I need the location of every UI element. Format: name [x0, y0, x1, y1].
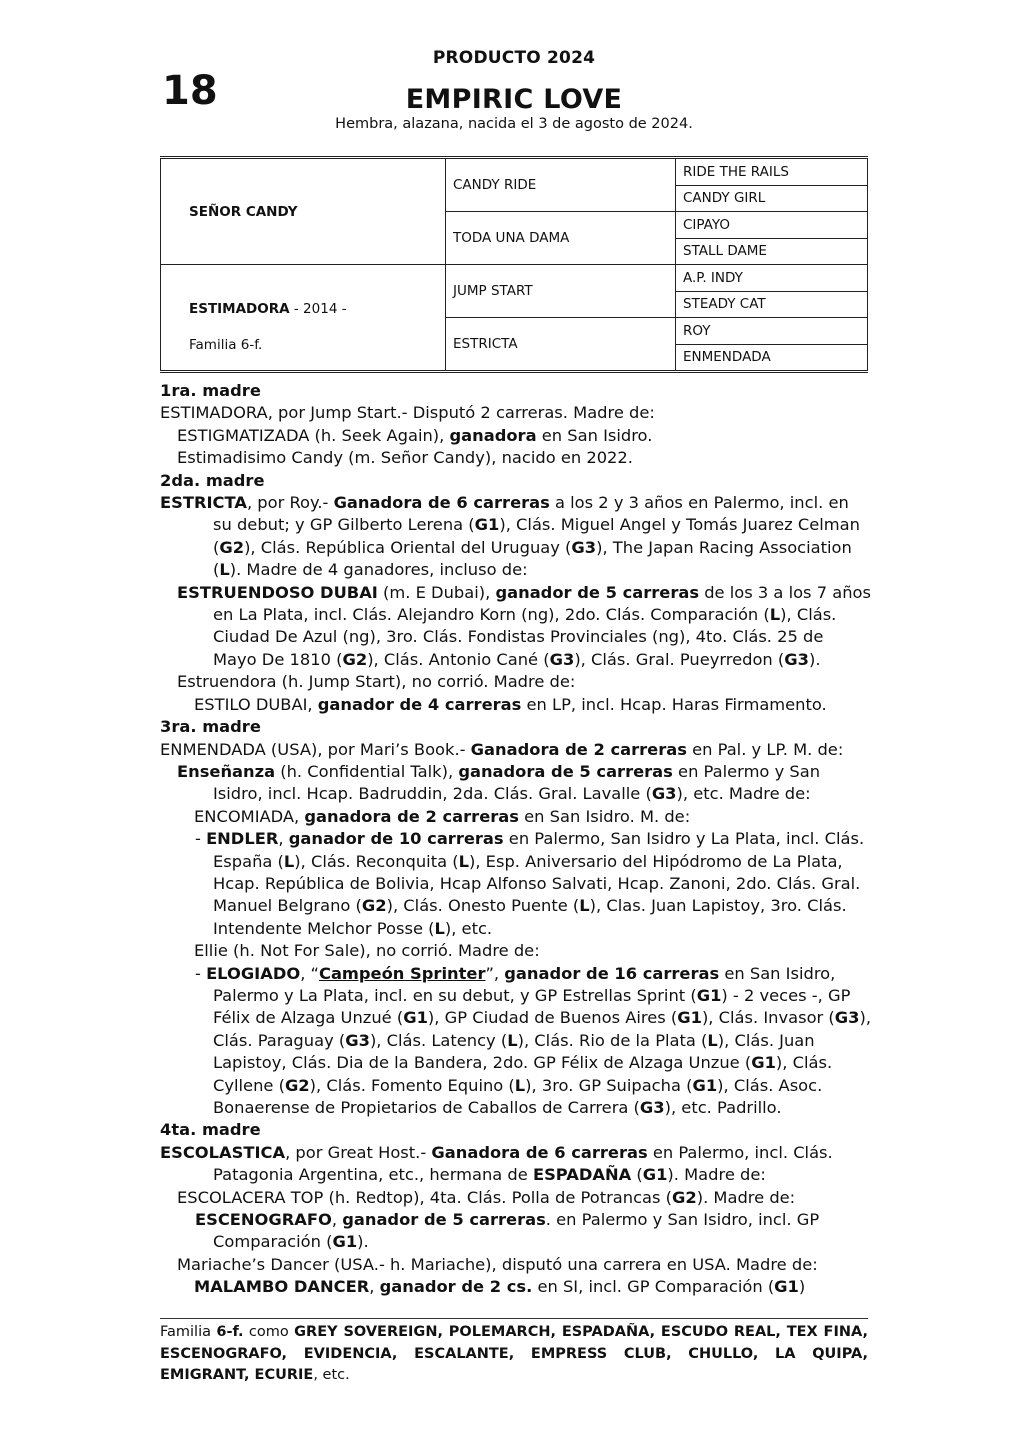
produce-estigmatizada: ESTIGMATIZADA (h. Seek Again), ganadora en San Isidro.: [177, 425, 653, 445]
third-dam-line: ENMENDADA (USA), por Mari’s Book.- Ganadora de 2 carreras en Pal. y LP. M. de:: [160, 739, 844, 759]
produce-ellie: Ellie (h. Not For Sale), no corrió. Madre de:: [194, 941, 540, 961]
second-dam-line: ESTRICTA, por Roy.- Ganadora de 6 carreras a los 2 y 3 años en Palermo, incl. en su debut; y GP Gilberto Lerena (G1), Clás. Miguel Angel y Tomás Juarez Celman (G2), Clás. República Oriental del Uruguay (G3), The Japan Racing Association (L). Madre de 4 ganadores, incluso de:: [160, 493, 860, 580]
sire-cell: [161, 158, 446, 265]
g3-8: ENMENDADA: [676, 344, 868, 372]
year-label: PRODUCTO 2024: [432, 48, 596, 68]
dam-sire: JUMP START: [446, 265, 676, 318]
produce-escenografo: ESCENOGRAFO, ganador de 5 carreras. en Palermo y San Isidro, incl. GP Comparación (G1).: [195, 1210, 820, 1252]
produce-encomiada: ENCOMIADA, ganadora de 2 carreras en San Isidro. M. de:: [194, 806, 691, 826]
produce-estruendoso-dubai: ESTRUENDOSO DUBAI (m. E Dubai), ganador de 5 carreras de los 3 a los 7 años en La Plata, incl. Clás. Alejandro Korn (ng), 2do. Clás. Comparación (L), Clás. Ciudad De Azul (ng), 3ro. Clás. Fondistas Provinciales (ng), 4to. Clás. 25 de Mayo De 1810 (G2), Clás. Antonio Cané (G3), Clás. Gral. Pueyrredon (G3).: [177, 582, 871, 669]
section-third-dam: 3ra. madre: [160, 717, 261, 737]
dam-cell: [161, 265, 446, 372]
g3-5: A.P. INDY: [676, 265, 868, 292]
footer-family: 6-f.: [216, 1324, 244, 1340]
g3-4: STALL DAME: [676, 238, 868, 265]
produce-record: [160, 380, 872, 1299]
g3-2: CANDY GIRL: [676, 185, 868, 212]
sire-name: SEÑOR CANDY: [189, 203, 298, 220]
footer-family-names: GREY SOVEREIGN, POLEMARCH, ESPADAÑA, ESCUDO REAL, TEX FINA, ESCENOGRAFO, EVIDENCIA, ESCALANTE, EMPRESS CLUB, CHULLO, LA QUIPA, EMIGRANT, ECURIE: [160, 1324, 868, 1383]
family-footer: Familia 6-f. como GREY SOVEREIGN, POLEMARCH, ESPADAÑA, ESCUDO REAL, TEX FINA, ESCENOGRAFO, EVIDENCIA, ESCALANTE, EMPRESS CLUB, CHULLO, LA QUIPA, EMIGRANT, ECURIE, etc.: [160, 1318, 868, 1387]
produce-estimadisimo: Estimadisimo Candy (m. Señor Candy), nacido en 2022.: [177, 448, 633, 468]
g3-1: RIDE THE RAILS: [676, 158, 868, 186]
produce-malambo-dancer: MALAMBO DANCER, ganador de 2 cs. en SI, incl. GP Comparación (G1): [194, 1277, 806, 1297]
section-first-dam: 1ra. madre: [160, 381, 261, 400]
section-second-dam: 2da. madre: [160, 470, 265, 490]
dam-year: - 2014 -: [289, 300, 347, 317]
section-fourth-dam: 4ta. madre: [160, 1120, 261, 1140]
produce-endler: - ENDLER, ganador de 10 carreras en Palermo, San Isidro y La Plata, incl. Clás. España (L), Clás. Reconquita (L), Esp. Aniversario del Hipódromo de La Plata, Hcap. República de Bolivia, Hcap Alfonso Salvati, Hcap. Zanoni, 2do. Clás. Gral. Manuel Belgrano (G2), Clás. Onesto Puente (L), Clas. Juan Lapistoy, 3ro. Clás. Intendente Melchor Posse (L), etc.: [195, 829, 865, 938]
sire-sire: CANDY RIDE: [446, 158, 676, 212]
produce-escolacera-top: ESCOLACERA TOP (h. Redtop), 4ta. Clás. Polla de Potrancas (G2). Madre de:: [177, 1187, 796, 1207]
g3-3: CIPAYO: [676, 212, 868, 239]
produce-elogiado: - ELOGIADO, “Campeón Sprinter”, ganador de 16 carreras en San Isidro, Palermo y La Plata, incl. en su debut, y GP Estrellas Sprint (G1) - 2 veces -, GP Félix de Alzaga Unzué (G1), GP Ciudad de Buenos Aires (G1), Clás. Invasor (G3), Clás. Paraguay (G3), Clás. Latency (L), Clás. Rio de la Plata (L), Clás. Juan Lapistoy, Clás. Dia de la Bandera, 2do. GP Félix de Alzaga Unzue (G1), Clás. Cyllene (G2), Clás. Fomento Equino (L), 3ro. GP Suipacha (G1), Clás. Asoc. Bonaerense de Propietarios de Caballos de Carrera (G3), etc. Padrillo.: [195, 963, 871, 1117]
dam-dam: ESTRICTA: [446, 318, 676, 372]
produce-estruendora: Estruendora (h. Jump Start), no corrió. Madre de:: [177, 672, 576, 692]
horse-name: EMPIRIC LOVE: [405, 84, 623, 115]
first-dam-line: ESTIMADORA, por Jump Start.- Disputó 2 carreras. Madre de:: [160, 403, 655, 423]
fourth-dam-line: ESCOLASTICA, por Great Host.- Ganadora de 6 carreras en Palermo, incl. Clás. Patagonia Argentina, etc., hermana de ESPADAÑA (G1). Madre de:: [160, 1142, 833, 1185]
family-label: Familia 6-f.: [189, 336, 263, 353]
dam-name: ESTIMADORA: [189, 300, 290, 317]
sire-dam: TODA UNA DAMA: [446, 212, 676, 265]
pedigree-table: [160, 156, 868, 373]
horse-subtitle: Hembra, alazana, nacida el 3 de agosto de 2024.: [335, 116, 693, 132]
produce-estilo-dubai: ESTILO DUBAI, ganador de 4 carreras en LP, incl. Hcap. Haras Firmamento.: [194, 694, 827, 714]
produce-ensenanza: Enseñanza (h. Confidential Talk), ganadora de 5 carreras en Palermo y San Isidro, incl. Hcap. Badruddin, 2da. Clás. Gral. Lavalle (G3), etc. Madre de:: [177, 761, 821, 804]
produce-mariaches-dancer: Mariache’s Dancer (USA.- h. Mariache), disputó una carrera en USA. Madre de:: [177, 1254, 818, 1274]
g3-7: ROY: [676, 318, 868, 345]
lot-number: 18: [162, 68, 218, 114]
catalog-header: [160, 48, 868, 132]
g3-6: STEADY CAT: [676, 291, 868, 318]
